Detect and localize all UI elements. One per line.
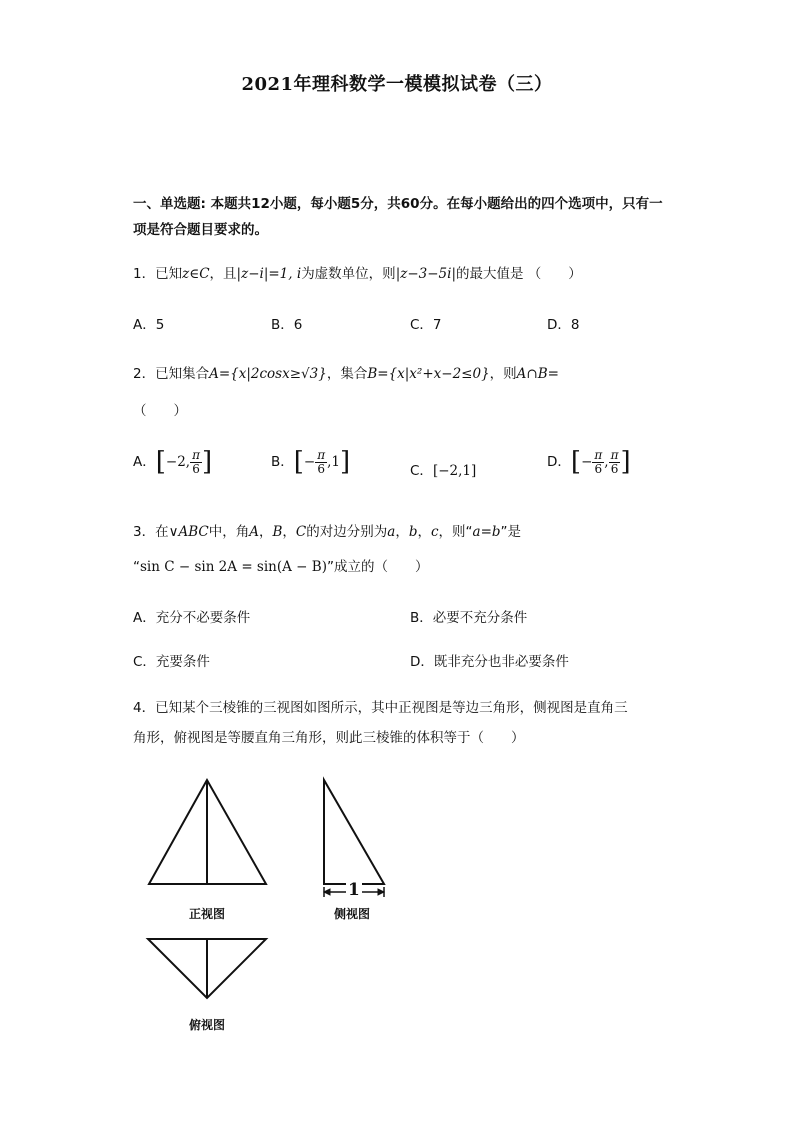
bracket: [ xyxy=(293,447,304,477)
q1-option-b: B．6 xyxy=(271,317,303,333)
fraction xyxy=(609,449,621,476)
option-label: D． xyxy=(547,454,571,470)
frac-num: π xyxy=(594,447,603,462)
q2-answer-paren: （ ） xyxy=(133,403,187,419)
option-math: −2, xyxy=(165,454,191,470)
page-title: 2021年理科数学一模模拟试卷（三） xyxy=(241,74,553,95)
q3-text: ， xyxy=(395,524,409,540)
bracket: ] xyxy=(202,447,213,477)
q3-math: b xyxy=(408,524,418,540)
option-label: A． xyxy=(133,454,156,470)
dimension-arrow-right xyxy=(378,889,384,895)
option-label: C． xyxy=(410,463,433,479)
q1-math: |z−i|=1, xyxy=(236,266,293,282)
q1-text: 为虚数单位，则 xyxy=(301,266,396,282)
option-math: − xyxy=(303,454,316,470)
q3-math: A xyxy=(249,524,259,540)
bracket: [ xyxy=(155,447,166,477)
q3-text: ，则“ xyxy=(438,524,473,540)
bracket: ] xyxy=(620,447,631,477)
q3-option-b: B．必要不充分条件 xyxy=(410,610,528,626)
q3-math: c xyxy=(430,524,439,540)
section-heading: 一、单选题: 本题共12小题，每小题5分，共60分。在每小题给出的四个选项中，只有一项是符合题目要求的。 xyxy=(133,196,663,238)
q1-option-a: A．5 xyxy=(133,317,165,333)
question-1 xyxy=(133,262,582,282)
q3-option-a: A．充分不必要条件 xyxy=(133,610,251,626)
q2-option-c xyxy=(410,459,476,479)
q2-text: ，则 xyxy=(489,366,517,382)
q1-option-d: D．8 xyxy=(547,317,580,333)
q3-text: ， xyxy=(258,524,273,540)
q2-option-d xyxy=(547,447,631,477)
q2-option-a xyxy=(133,447,212,477)
q1-text: ，且 xyxy=(209,266,237,282)
q3-option-c: C．充要条件 xyxy=(133,654,210,670)
question-3-line2 xyxy=(133,555,428,575)
q2-math: B={x|x²+x−2≤0} xyxy=(367,366,490,382)
frac-num: π xyxy=(610,447,619,462)
front-view-caption: 正视图 xyxy=(189,907,226,921)
frac-num: π xyxy=(192,447,200,462)
fraction xyxy=(190,449,202,476)
frac-den: 6 xyxy=(610,461,619,476)
q3-math: C xyxy=(295,524,307,540)
fraction xyxy=(315,449,327,476)
q1-text: 的最大值是 （ ） xyxy=(456,266,582,282)
option-math: [−2,1] xyxy=(432,463,477,479)
question-2 xyxy=(133,362,559,382)
q3-text: ， xyxy=(282,524,296,540)
q3-text: 中，角 xyxy=(208,524,250,540)
option-label: B． xyxy=(271,454,294,470)
q2-text: ，集合 xyxy=(326,366,368,382)
frac-den: 6 xyxy=(317,461,325,476)
q3-math: ∨ABC xyxy=(168,524,209,540)
bracket: ] xyxy=(340,447,351,477)
option-math: ,1 xyxy=(327,454,341,470)
question-3 xyxy=(133,520,521,540)
q3-math: sin C − sin 2A = sin(A − B) xyxy=(140,559,327,575)
dimension-arrow-left xyxy=(324,889,330,895)
q1-option-c: C．7 xyxy=(410,317,442,333)
q1-math: |z−3−5i| xyxy=(395,266,457,282)
question-4-line2: 角形，俯视图是等腰直角三角形，则此三棱锥的体积等于（ ） xyxy=(133,730,525,746)
frac-den: 6 xyxy=(192,461,200,476)
q3-text: 的对边分别为 xyxy=(306,524,388,540)
frac-den: 6 xyxy=(594,461,603,476)
q3-text: ”成立的（ ） xyxy=(326,559,429,575)
q2-math: A∩B= xyxy=(516,366,559,382)
q3-math: B xyxy=(272,524,283,540)
q2-option-b xyxy=(271,447,350,477)
q1-math: i xyxy=(296,266,302,282)
q1-text: 1．已知 xyxy=(133,266,183,282)
q3-math: a=b xyxy=(472,524,501,540)
q3-text: 3．在 xyxy=(133,524,169,540)
q1-math: z∈C xyxy=(182,266,210,282)
dimension-label: 1 xyxy=(348,880,360,900)
side-view-triangle xyxy=(324,780,384,884)
bracket: [ xyxy=(570,447,582,477)
q3-text: ， xyxy=(417,524,431,540)
q3-text: ”是 xyxy=(500,524,522,540)
top-view-caption: 俯视图 xyxy=(189,1018,226,1032)
option-math: − xyxy=(581,454,593,470)
q3-text: “ xyxy=(133,559,140,575)
q2-text: 2．已知集合 xyxy=(133,366,210,382)
fraction xyxy=(592,449,604,476)
frac-num: π xyxy=(317,447,326,462)
q3-option-d: D．既非充分也非必要条件 xyxy=(410,654,569,670)
q3-math: a xyxy=(387,524,396,540)
option-math: , xyxy=(604,454,609,470)
question-4-line1: 4．已知某个三棱锥的三视图如图所示，其中正视图是等边三角形，侧视图是直角三 xyxy=(133,700,628,716)
q2-math: A={x|2cosx≥√3} xyxy=(209,366,327,382)
side-view-caption: 侧视图 xyxy=(334,907,371,921)
